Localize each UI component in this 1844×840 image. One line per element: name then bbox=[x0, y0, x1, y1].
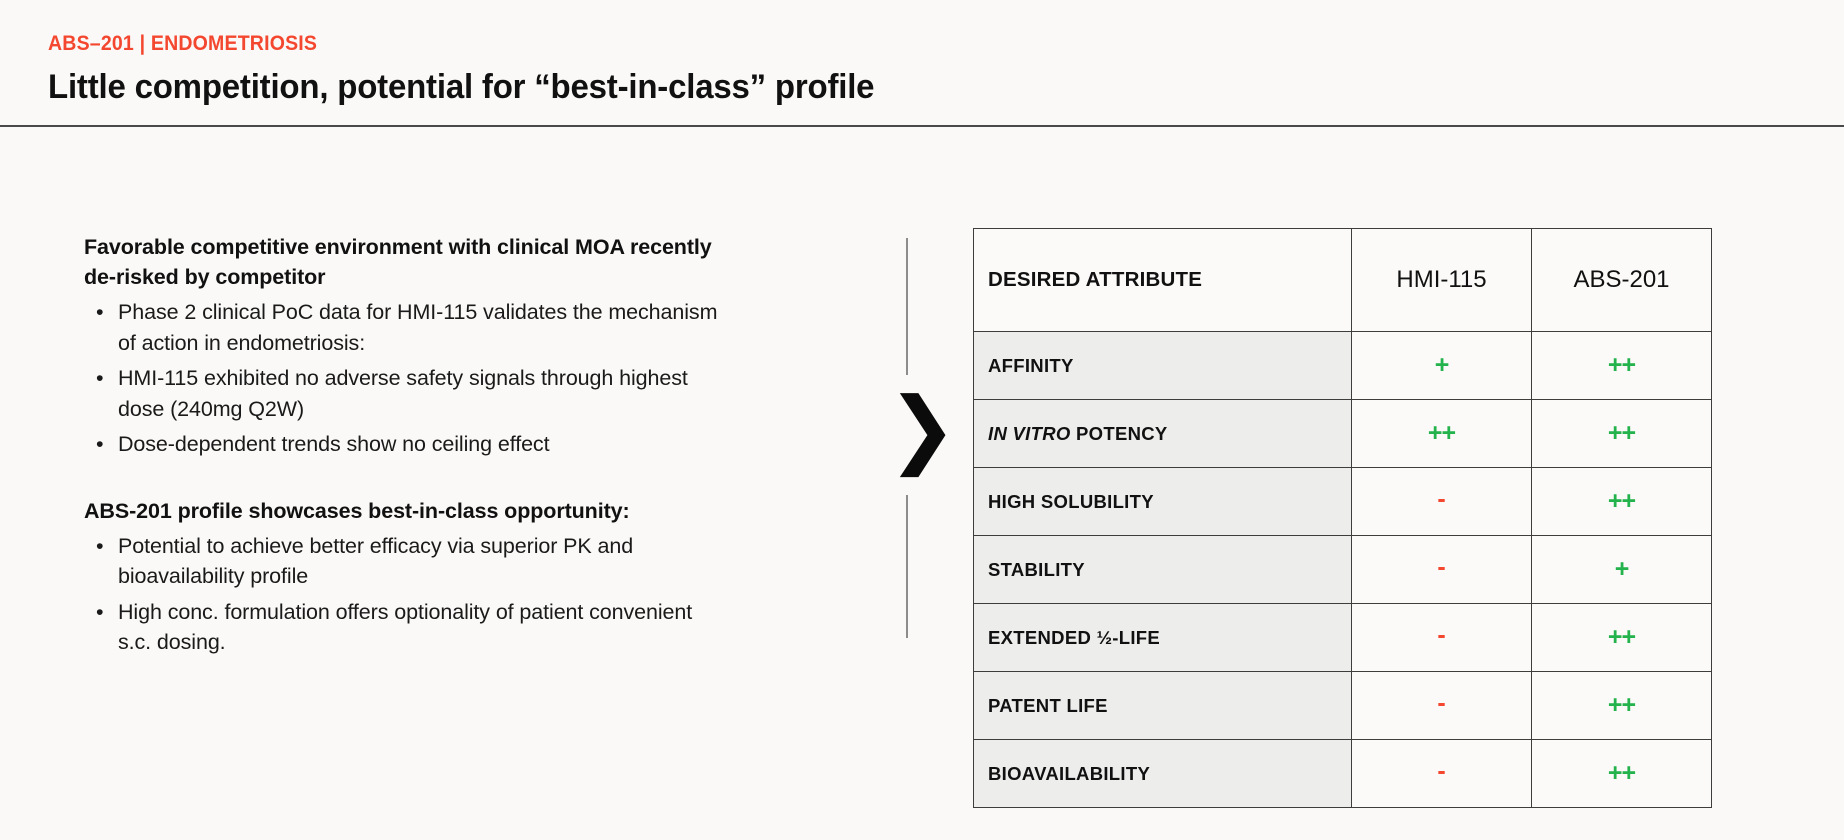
list-item bbox=[84, 297, 724, 358]
attribute-label: HIGH SOLUBILITY bbox=[988, 490, 1154, 512]
header-divider-rule bbox=[0, 125, 1844, 127]
list-item-text: Potential to achieve better efficacy via superior PK and bioavailability profile bbox=[118, 533, 634, 588]
attribute-label: AFFINITY bbox=[988, 354, 1074, 376]
column-header-hmi-115: HMI-115 bbox=[1352, 229, 1532, 332]
block-spacer bbox=[84, 460, 724, 496]
cell-attribute bbox=[974, 400, 1352, 468]
rating-mark: ++ bbox=[1607, 691, 1636, 719]
comparison-table bbox=[973, 228, 1712, 808]
rating-mark: + bbox=[1614, 555, 1629, 583]
cell-hmi-115 bbox=[1352, 536, 1532, 604]
cell-hmi-115 bbox=[1352, 468, 1532, 536]
list-item-text: Dose-dependent trends show no ceiling effect bbox=[118, 432, 550, 456]
cell-abs-201 bbox=[1532, 740, 1712, 808]
attribute-label: PATENT LIFE bbox=[988, 694, 1108, 716]
table-header bbox=[974, 229, 1712, 332]
list-item bbox=[84, 429, 724, 460]
bullet-list bbox=[84, 531, 724, 658]
bullet-glyph: • bbox=[96, 300, 104, 324]
cell-hmi-115 bbox=[1352, 332, 1532, 400]
rating-mark: ++ bbox=[1607, 759, 1636, 787]
table-body bbox=[974, 332, 1712, 808]
table-row bbox=[974, 468, 1712, 536]
rating-mark: - bbox=[1437, 621, 1446, 649]
bullet-glyph: • bbox=[96, 599, 104, 624]
rating-mark: - bbox=[1437, 553, 1446, 581]
table-row bbox=[974, 604, 1712, 672]
chevron-right-icon: ❯ bbox=[887, 379, 958, 477]
slide-eyebrow: ABS–201 | ENDOMETRIOSIS bbox=[48, 32, 318, 55]
list-item bbox=[84, 531, 724, 592]
text-block-1 bbox=[84, 232, 724, 460]
slide-header bbox=[0, 0, 1844, 134]
cell-abs-201 bbox=[1532, 400, 1712, 468]
attribute-label: BIOAVAILABILITY bbox=[988, 762, 1151, 784]
cell-attribute bbox=[974, 672, 1352, 740]
rating-mark: ++ bbox=[1607, 623, 1636, 651]
slide-headline: Little competition, potential for “best-in-class” profile bbox=[48, 68, 875, 106]
rating-mark: - bbox=[1437, 757, 1446, 785]
bullet-list bbox=[84, 297, 724, 460]
table-header-row bbox=[974, 229, 1712, 332]
rating-mark: ++ bbox=[1607, 419, 1636, 447]
divider-rule-top bbox=[906, 238, 908, 375]
cell-abs-201 bbox=[1532, 536, 1712, 604]
cell-abs-201 bbox=[1532, 332, 1712, 400]
cell-attribute bbox=[974, 536, 1352, 604]
rating-mark: - bbox=[1437, 689, 1446, 717]
cell-attribute bbox=[974, 740, 1352, 808]
list-item-text: HMI-115 exhibited no adverse safety signals through highest dose (240mg Q2W) bbox=[118, 366, 688, 421]
bullet-glyph: • bbox=[96, 366, 104, 390]
bullet-glyph: • bbox=[96, 533, 104, 558]
cell-hmi-115 bbox=[1352, 604, 1532, 672]
bullet-glyph: • bbox=[96, 432, 104, 456]
list-item-text: High conc. formulation offers optionality of patient convenient s.c. dosing. bbox=[118, 599, 693, 654]
attribute-label: STABILITY bbox=[988, 558, 1085, 580]
rating-mark: ++ bbox=[1607, 351, 1636, 379]
section-divider bbox=[887, 238, 958, 638]
column-header-abs-201: ABS-201 bbox=[1532, 229, 1712, 332]
cell-abs-201 bbox=[1532, 604, 1712, 672]
cell-hmi-115 bbox=[1352, 672, 1532, 740]
table-row bbox=[974, 400, 1712, 468]
divider-rule-bottom bbox=[906, 495, 908, 638]
list-item-text: Phase 2 clinical PoC data for HMI-115 validates the mechanism of action in endometriosis: bbox=[118, 300, 718, 355]
table-row bbox=[974, 332, 1712, 400]
cell-hmi-115 bbox=[1352, 400, 1532, 468]
list-item bbox=[84, 363, 724, 424]
rating-mark: - bbox=[1437, 485, 1446, 513]
cell-hmi-115 bbox=[1352, 740, 1532, 808]
rating-mark: ++ bbox=[1607, 487, 1636, 515]
block-heading: Favorable competitive environment with clinical MOA recently de-risked by competitor bbox=[84, 235, 712, 289]
attribute-label: EXTENDED ½-LIFE bbox=[988, 626, 1161, 648]
rating-mark: + bbox=[1434, 351, 1449, 379]
cell-attribute bbox=[974, 604, 1352, 672]
list-item bbox=[84, 597, 724, 658]
table-row bbox=[974, 536, 1712, 604]
attribute-italic-prefix: IN VITRO bbox=[988, 422, 1071, 444]
cell-attribute bbox=[974, 468, 1352, 536]
attribute-label: POTENCY bbox=[1076, 422, 1168, 444]
text-block-2 bbox=[84, 496, 724, 658]
cell-abs-201 bbox=[1532, 468, 1712, 536]
cell-attribute bbox=[974, 332, 1352, 400]
table-row bbox=[974, 740, 1712, 808]
cell-abs-201 bbox=[1532, 672, 1712, 740]
rating-mark: ++ bbox=[1427, 419, 1456, 447]
column-header-attribute: DESIRED ATTRIBUTE bbox=[974, 229, 1352, 332]
table-row bbox=[974, 672, 1712, 740]
block-heading: ABS-201 profile showcases best-in-class opportunity: bbox=[84, 498, 630, 523]
left-text-column bbox=[84, 232, 724, 658]
